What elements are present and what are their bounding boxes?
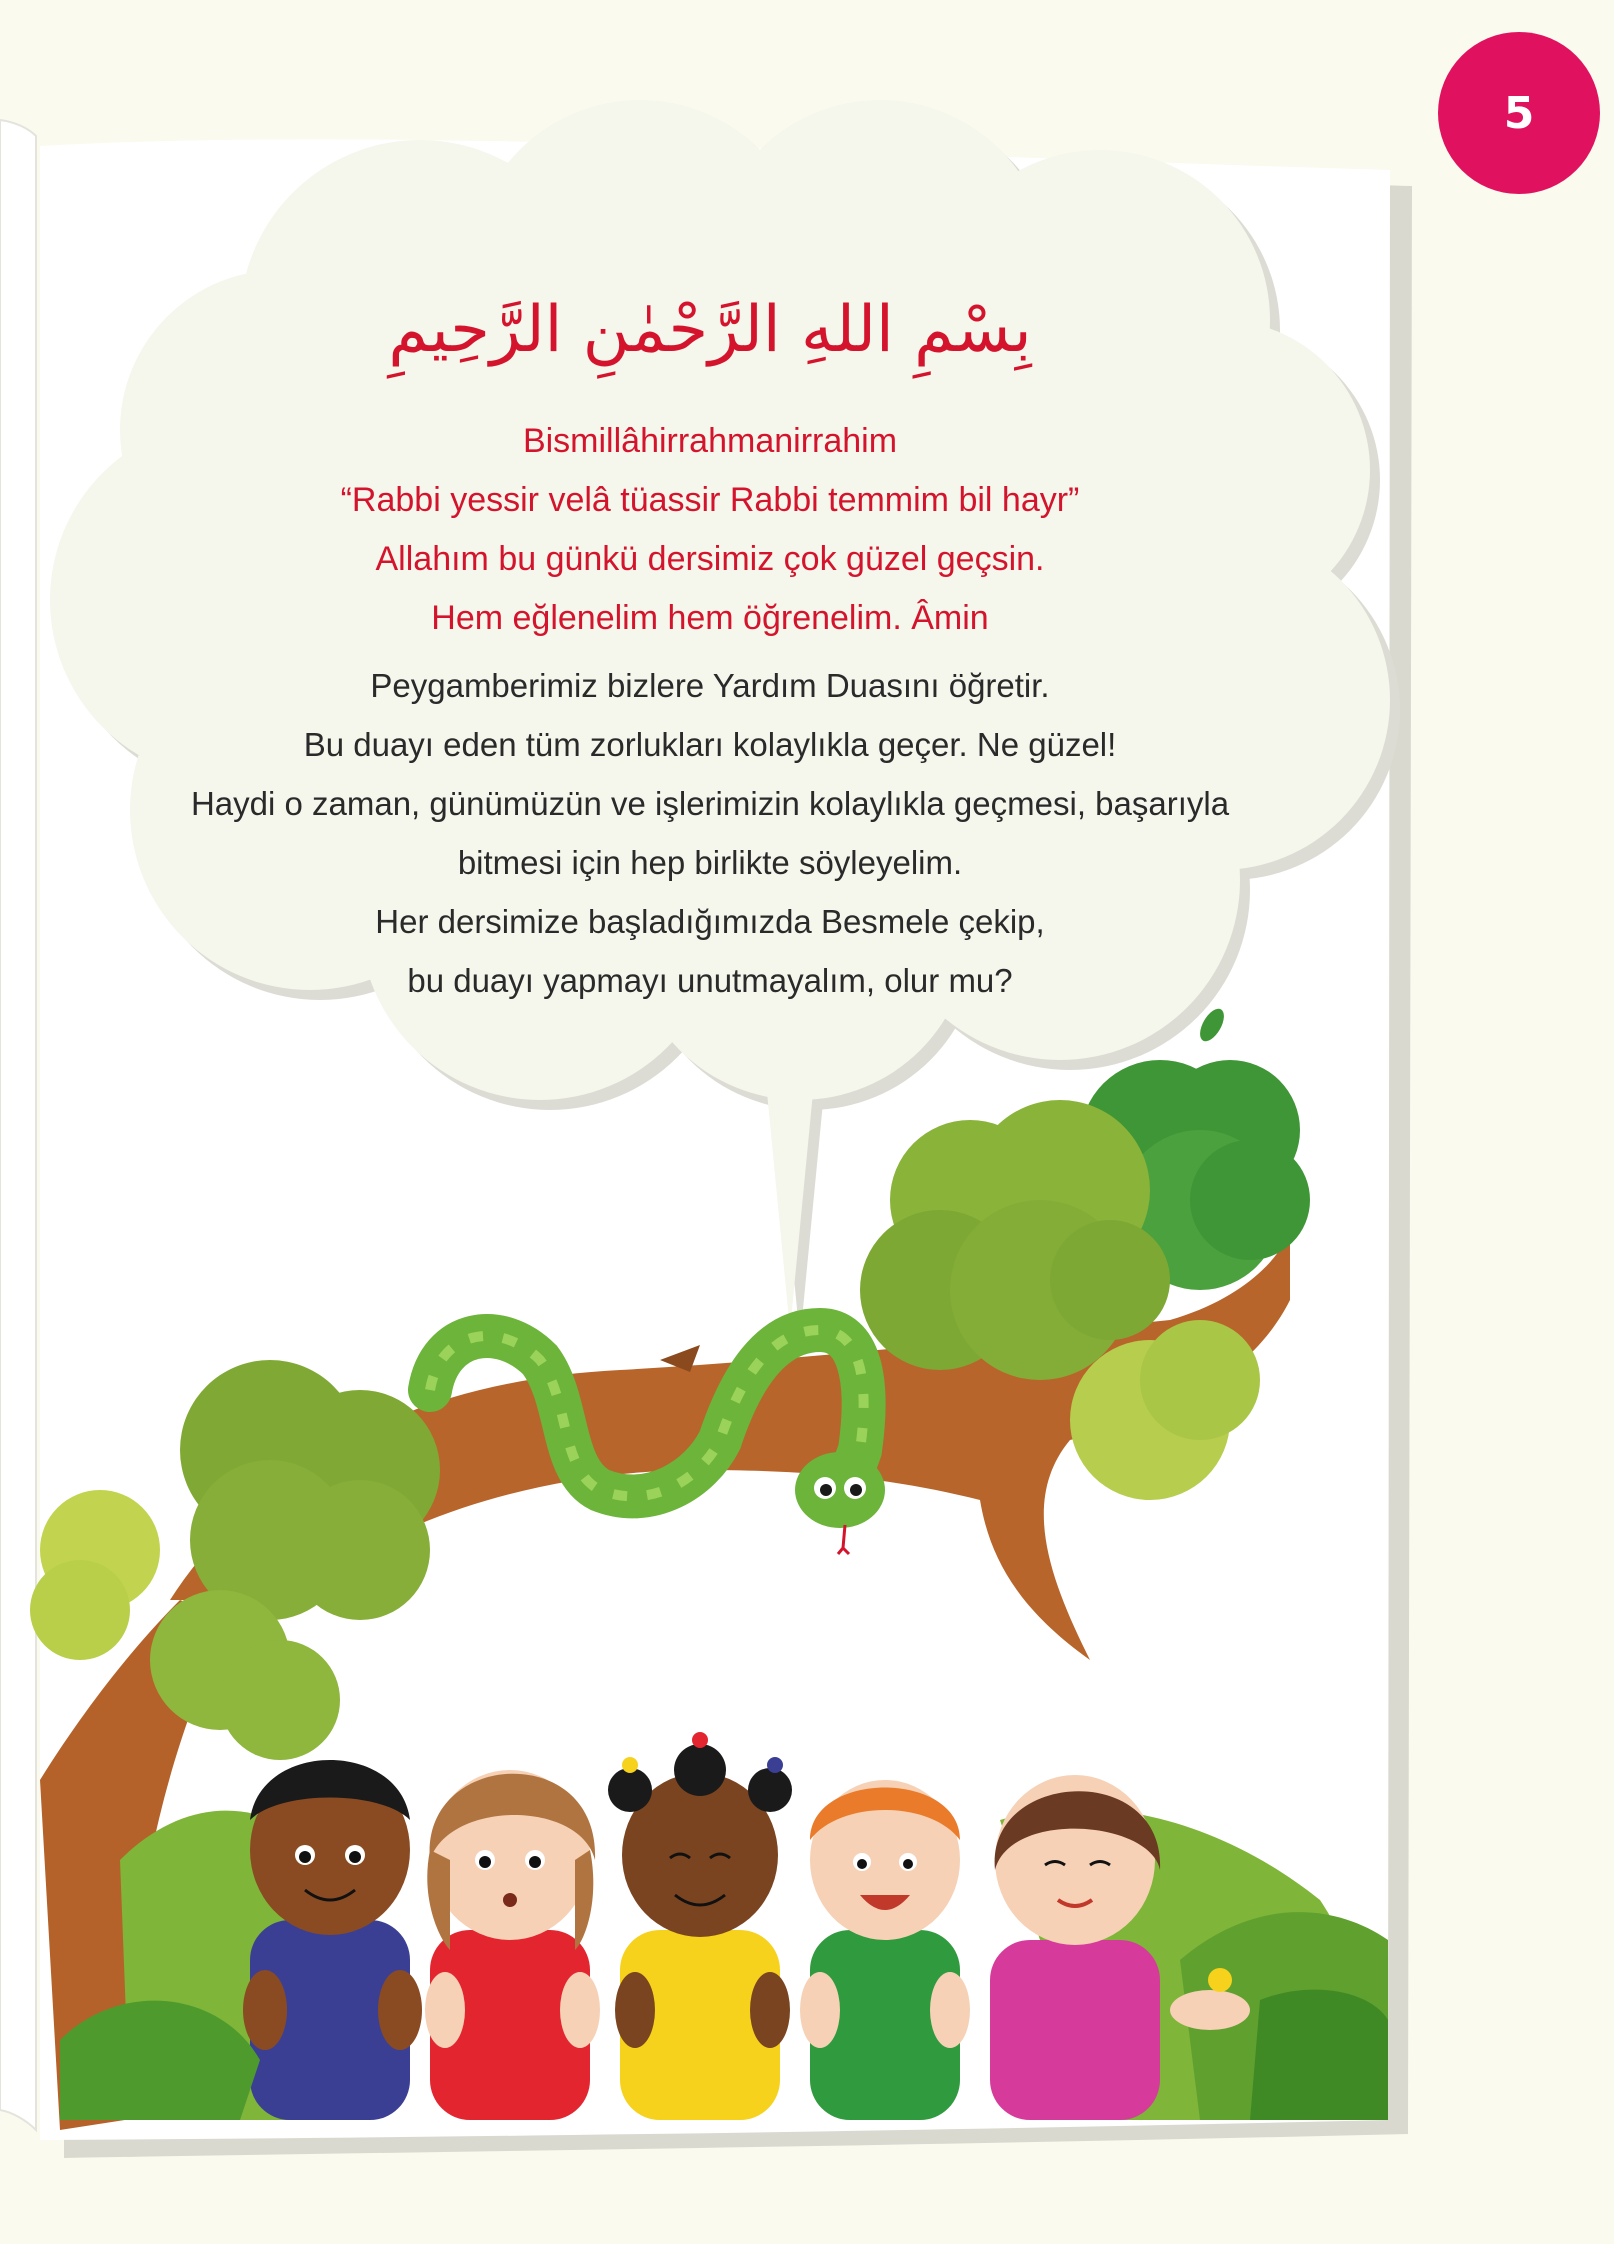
body-line: Peygamberimiz bizlere Yardım Duasını öğretir. bbox=[370, 667, 1050, 704]
left-page-edge bbox=[0, 120, 36, 2130]
child-4 bbox=[800, 1780, 970, 2120]
child-1 bbox=[243, 1760, 422, 2120]
prayer-line: Bismillâhirrahmanirrahim bbox=[522, 422, 898, 460]
body-paragraph bbox=[130, 656, 1290, 1010]
prayer-line: Allahım bu günkü dersimiz çok güzel geçsin. bbox=[375, 540, 1045, 578]
prayer-block bbox=[140, 412, 1280, 648]
prayer-line: “Rabbi yessir velâ tüassir Rabbi temmim bil hayr” bbox=[340, 481, 1080, 519]
body-line: bu duayı yapmayı unutmayalım, olur mu? bbox=[407, 962, 1013, 999]
prayer-line: Hem eğlenelim hem öğrenelim. Âmin bbox=[431, 599, 989, 637]
child-2 bbox=[425, 1770, 600, 2120]
body-line: bitmesi için hep birlikte söyleyelim. bbox=[457, 844, 963, 881]
page-number: 5 bbox=[1503, 87, 1535, 139]
body-line: Bu duayı eden tüm zorlukları kolaylıkla geçer. Ne güzel! bbox=[303, 726, 1117, 763]
page-number-badge bbox=[1438, 32, 1600, 194]
body-line: Haydi o zaman, günümüzün ve işlerimizin kolaylıkla geçmesi, başarıyla bbox=[190, 785, 1230, 822]
body-line: Her dersimize başladığımızda Besmele çekip, bbox=[375, 903, 1045, 940]
arabic-basmala-heading: بِسْمِ اللهِ الرَّحْمٰنِ الرَّحِيمِ bbox=[388, 293, 1032, 367]
